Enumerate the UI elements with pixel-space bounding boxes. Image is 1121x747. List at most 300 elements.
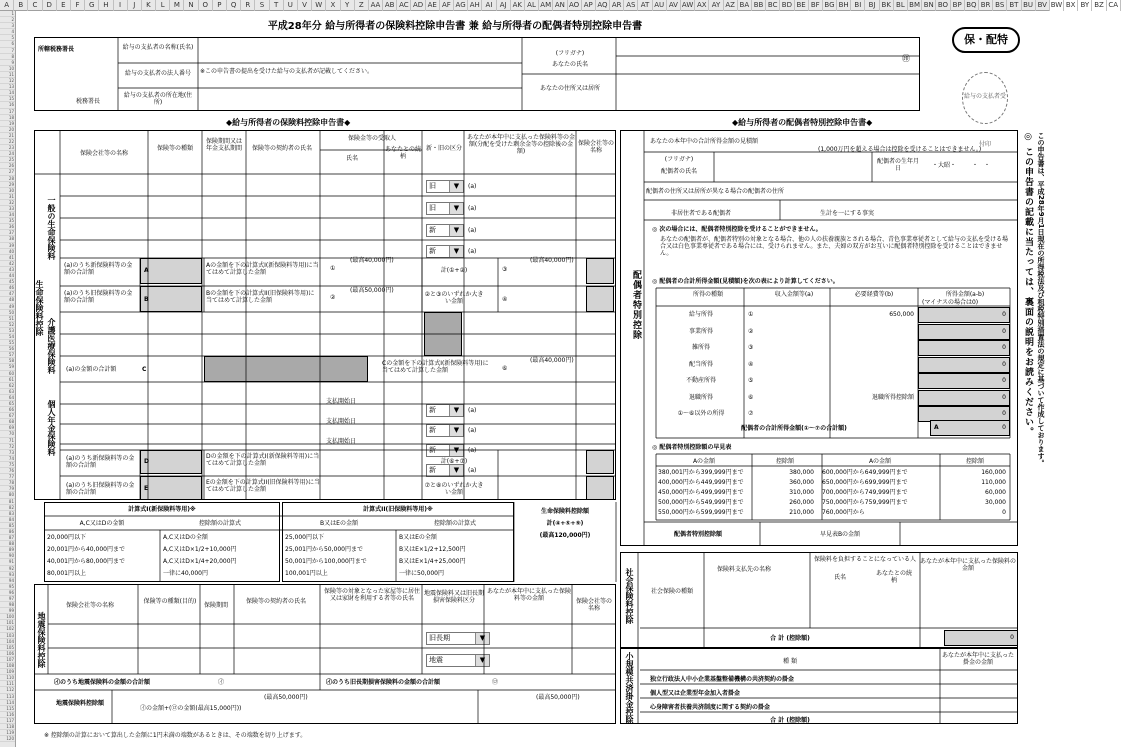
column-letter[interactable]: BQ — [965, 0, 979, 11]
spouse-table-header: 所得金額(a-b) — [945, 291, 985, 298]
column-letter[interactable]: U — [284, 0, 298, 11]
column-letter[interactable]: AE — [426, 0, 440, 11]
vertical-note: ◎ この申告書の記載に当たっては、裏面の説明をお読みください。 — [1023, 132, 1033, 438]
amount-mark: (a) — [468, 467, 477, 474]
row-number[interactable]: 112 — [0, 687, 15, 693]
payer-note: ※この申告書の提出を受けた給与の支払者が記載してください。 — [200, 68, 374, 75]
row-number[interactable]: 9 — [0, 60, 15, 66]
formula-range: 20,000円以下 — [47, 534, 86, 541]
row-number[interactable]: 114 — [0, 700, 15, 706]
sp-address: 配偶者の住所又は居所が異なる場合の配偶者の住所 — [646, 188, 785, 195]
row-number[interactable]: 109 — [0, 669, 15, 675]
row-number[interactable]: 102 — [0, 626, 15, 632]
row-number[interactable]: 6 — [0, 41, 15, 47]
formula2-h2: 控除額の計算式 — [433, 520, 476, 527]
column-letter[interactable]: M — [170, 0, 184, 11]
column-letter[interactable]: AC — [397, 0, 411, 11]
row-number[interactable]: 19 — [0, 121, 15, 127]
row-number[interactable]: 80 — [0, 492, 15, 498]
row-number[interactable]: 33 — [0, 206, 15, 212]
column-letter[interactable]: AG — [454, 0, 468, 11]
row-number[interactable]: 115 — [0, 706, 15, 712]
column-letter[interactable]: AH — [468, 0, 482, 11]
new-old-dropdown[interactable]: 新 ▼ — [426, 424, 464, 437]
column-letter[interactable]: A — [0, 0, 14, 11]
chevron-down-icon[interactable]: ▼ — [475, 655, 489, 666]
column-letter[interactable]: N — [184, 0, 198, 11]
new-old-dropdown[interactable]: 新 ▼ — [426, 464, 464, 477]
chevron-down-icon[interactable]: ▼ — [449, 225, 463, 236]
row-number[interactable]: 106 — [0, 651, 15, 657]
q-sum-old: ㋑のうち旧長期損害保険料の金額の合計額 — [326, 679, 441, 686]
column-letter[interactable]: BY — [1078, 0, 1092, 11]
chevron-down-icon[interactable]: ▼ — [475, 633, 489, 644]
social-zero: 0 — [1010, 634, 1014, 641]
row-number[interactable]: 4 — [0, 29, 15, 35]
row-number[interactable]: 66 — [0, 407, 15, 413]
row-number[interactable]: 49 — [0, 304, 15, 310]
column-letter[interactable]: AM — [539, 0, 553, 11]
income-number: ① — [748, 311, 754, 318]
row-number[interactable]: 34 — [0, 212, 15, 218]
row-number[interactable]: 65 — [0, 401, 15, 407]
row-number[interactable]: 22 — [0, 139, 15, 145]
column-letter[interactable]: B — [14, 0, 28, 11]
row-number[interactable]: 70 — [0, 431, 15, 437]
column-letter[interactable]: L — [156, 0, 170, 11]
new-old-dropdown[interactable]: 旧 ▼ — [426, 202, 464, 215]
column-letter[interactable]: H — [99, 0, 113, 11]
row-number[interactable]: 29 — [0, 182, 15, 188]
row-number[interactable]: 71 — [0, 438, 15, 444]
row-number[interactable]: 5 — [0, 35, 15, 41]
column-letter[interactable]: BF — [809, 0, 823, 11]
row-number[interactable]: 68 — [0, 419, 15, 425]
row-number[interactable]: 12 — [0, 78, 15, 84]
row-number[interactable]: 91 — [0, 559, 15, 565]
chevron-down-icon[interactable]: ▼ — [449, 465, 463, 476]
row-number[interactable]: 14 — [0, 90, 15, 96]
column-letter[interactable]: I — [114, 0, 128, 11]
column-letter[interactable]: BE — [795, 0, 809, 11]
column-letter[interactable]: AO — [568, 0, 582, 11]
formula-expr: B又はE×1/2+12,500円 — [399, 546, 466, 553]
start-1: 支払開始日 — [326, 398, 357, 405]
column-letter[interactable]: BC — [766, 0, 780, 11]
mark-i: ㋑ — [218, 679, 225, 686]
chevron-down-icon[interactable]: ▼ — [449, 425, 463, 436]
row-number[interactable]: 59 — [0, 364, 15, 370]
row-number[interactable]: 1 — [0, 11, 15, 17]
column-letter[interactable]: AU — [653, 0, 667, 11]
early-cell: 30,000 — [985, 499, 1006, 506]
row-number[interactable]: 88 — [0, 541, 15, 547]
row-number[interactable]: 118 — [0, 724, 15, 730]
column-letter[interactable]: V — [298, 0, 312, 11]
side-medical: 介護医療保険料 — [47, 318, 56, 374]
max40-2: (最高40,000円) — [530, 257, 574, 264]
row-number[interactable]: 7 — [0, 48, 15, 54]
amount-mark: (a) — [468, 447, 477, 454]
column-letter[interactable]: AP — [582, 0, 596, 11]
column-letter[interactable]: AT — [638, 0, 652, 11]
column-letter[interactable]: Z — [355, 0, 369, 11]
row-number[interactable]: 32 — [0, 200, 15, 206]
income-type: 事業所得 — [688, 327, 713, 335]
column-letter[interactable]: AV — [667, 0, 681, 11]
formula-expr: 一律に50,000円 — [399, 570, 444, 577]
column-letter[interactable]: BW — [1050, 1, 1063, 9]
row-number[interactable]: 45 — [0, 279, 15, 285]
row-number[interactable]: 23 — [0, 145, 15, 151]
column-letter[interactable]: BH — [837, 0, 851, 11]
formula-expr: A,C又はD×1/4+20,000円 — [163, 558, 237, 565]
chevron-down-icon[interactable]: ▼ — [449, 445, 463, 456]
row-number[interactable]: 11 — [0, 72, 15, 78]
income-type: 給与所得 — [688, 311, 713, 318]
row-number[interactable]: 96 — [0, 590, 15, 596]
column-letter[interactable]: W — [312, 0, 326, 11]
small-side: 小規模共済掛金控除 — [625, 652, 634, 724]
spouse-table-header: 必要経費等(b) — [854, 291, 894, 298]
row-number[interactable]: 105 — [0, 645, 15, 651]
row-number[interactable]: 58 — [0, 358, 15, 364]
row-number[interactable]: 97 — [0, 596, 15, 602]
small-row-1: 独立行政法人中小企業基盤整備機構の共済契約の掛金 — [650, 676, 795, 683]
row-number[interactable]: 113 — [0, 694, 15, 700]
column-letter[interactable]: BO — [936, 0, 950, 11]
row-number[interactable]: 94 — [0, 578, 15, 584]
row-number[interactable]: 37 — [0, 230, 15, 236]
column-letter[interactable]: BT — [1007, 0, 1021, 11]
row-number[interactable]: 77 — [0, 474, 15, 480]
row-number[interactable]: 120 — [0, 736, 15, 742]
row-number[interactable]: 10 — [0, 66, 15, 72]
row-number[interactable]: 38 — [0, 236, 15, 242]
row-number[interactable]: 2 — [0, 17, 15, 23]
column-letter[interactable]: BV — [1036, 0, 1050, 11]
row-number[interactable]: 99 — [0, 608, 15, 614]
row-number[interactable]: 54 — [0, 334, 15, 340]
row-number[interactable]: 40 — [0, 249, 15, 255]
stamp-circle: 給与の支払者受付印 — [962, 72, 1008, 124]
row-number[interactable]: 63 — [0, 389, 15, 395]
column-letter[interactable]: AN — [553, 0, 567, 11]
row-number[interactable]: 21 — [0, 133, 15, 139]
row-number[interactable]: 16 — [0, 102, 15, 108]
column-letter[interactable]: AW — [681, 1, 694, 9]
formula-range: 100,001円以上 — [285, 570, 328, 577]
column-letter[interactable]: BG — [823, 0, 837, 11]
column-letter[interactable]: AS — [624, 0, 638, 11]
column-letter[interactable]: BZ — [1092, 0, 1106, 11]
payer-name-label: 給与の支払者の名称(氏名) — [122, 44, 194, 51]
column-letter[interactable]: CA — [1107, 0, 1121, 11]
early-header: Aの金額 — [868, 458, 892, 465]
C-mark: C — [142, 366, 147, 373]
row-number[interactable]: 111 — [0, 681, 15, 687]
income-amount: 0 — [1002, 311, 1006, 318]
new-old-dropdown[interactable]: 新 ▼ — [426, 404, 464, 417]
column-letter[interactable]: BR — [979, 0, 993, 11]
row-number[interactable]: 42 — [0, 261, 15, 267]
q-kind: 保険等の種類(目的) — [143, 598, 197, 605]
row-number[interactable]: 85 — [0, 523, 15, 529]
sp-nonres: 非居住者である配偶者 — [670, 210, 731, 217]
row-number[interactable]: 92 — [0, 566, 15, 572]
max40-1: (最高40,000円) — [350, 257, 394, 264]
column-letter[interactable]: AI — [482, 0, 496, 11]
row-number[interactable]: 86 — [0, 529, 15, 535]
row-number[interactable]: 90 — [0, 553, 15, 559]
column-letter[interactable]: BI — [851, 0, 865, 11]
row-number[interactable]: 103 — [0, 633, 15, 639]
column-letter[interactable]: BX — [1064, 0, 1078, 11]
row-number[interactable]: 13 — [0, 84, 15, 90]
column-letter[interactable]: AQ — [596, 0, 610, 11]
column-letter[interactable]: BN — [922, 0, 936, 11]
column-letter[interactable]: AL — [525, 0, 539, 11]
row-number[interactable]: 75 — [0, 462, 15, 468]
row-number[interactable]: 46 — [0, 285, 15, 291]
new-old-dropdown[interactable]: 旧 ▼ — [426, 180, 464, 193]
quake-type-dropdown-2[interactable]: 地震 ▼ — [426, 654, 490, 667]
calc-e: Eの金額を下の計算式II(旧保険料等用)に当てはめて計算した金額 — [206, 479, 321, 493]
early-cell: 60,000 — [985, 489, 1006, 496]
row-number[interactable]: 101 — [0, 620, 15, 626]
column-letter[interactable]: J — [128, 0, 142, 11]
row-number[interactable]: 39 — [0, 243, 15, 249]
row-number[interactable]: 79 — [0, 486, 15, 492]
column-letter[interactable]: BA — [738, 0, 752, 11]
sp-deduction: 配偶者特別控除額 — [673, 531, 722, 538]
column-letter[interactable]: AY — [709, 0, 723, 11]
row-number[interactable]: 76 — [0, 468, 15, 474]
col-company-no: 保険会社等の名称 — [578, 140, 615, 154]
row-number[interactable]: 89 — [0, 547, 15, 553]
early-cell: 450,000円から499,999円まで — [658, 489, 744, 496]
column-letter[interactable]: AJ — [497, 0, 511, 11]
row-number[interactable]: 43 — [0, 267, 15, 273]
row-number[interactable]: 36 — [0, 224, 15, 230]
column-letter[interactable]: BP — [951, 0, 965, 11]
row-number[interactable]: 116 — [0, 712, 15, 718]
minus-note: (マイナスの場合は0) — [922, 299, 979, 306]
row-number[interactable]: 87 — [0, 535, 15, 541]
early-cell: 380,000 — [789, 469, 814, 476]
row-number[interactable]: 26 — [0, 163, 15, 169]
row-number[interactable]: 98 — [0, 602, 15, 608]
row-number[interactable]: 57 — [0, 352, 15, 358]
chevron-down-icon[interactable]: ▼ — [449, 246, 463, 257]
income-number: ② — [748, 327, 754, 335]
row-number[interactable]: 55 — [0, 340, 15, 346]
formula-expr: A,C又はD×1/2+10,000円 — [163, 546, 237, 553]
column-letter[interactable]: BU — [1022, 0, 1036, 11]
column-letter[interactable]: S — [255, 0, 269, 11]
row-number[interactable]: 20 — [0, 127, 15, 133]
column-letter[interactable]: BD — [780, 0, 794, 11]
q-max-1: (最高50,000円) — [264, 694, 308, 701]
social-total: 合 計 (控除額) — [770, 635, 810, 642]
row-number[interactable]: 50 — [0, 310, 15, 316]
column-letter[interactable]: AD — [411, 0, 425, 11]
column-letter[interactable]: BB — [752, 0, 766, 11]
column-letter[interactable]: AB — [383, 0, 397, 11]
row-number[interactable]: 30 — [0, 188, 15, 194]
row-number[interactable]: 47 — [0, 291, 15, 297]
row-number[interactable]: 61 — [0, 377, 15, 383]
column-letter[interactable]: BM — [908, 0, 922, 11]
life-total-max: (最高120,000円) — [539, 532, 591, 539]
general-either: ②と③のいずれか大きい金額 — [424, 291, 484, 305]
formula1-h2: 控除額の計算式 — [198, 520, 241, 527]
formula-expr: 一律に40,000円 — [163, 570, 208, 577]
payer-number-label: 給与の支払者の法人番号 — [124, 70, 191, 77]
row-number[interactable]: 25 — [0, 157, 15, 163]
chevron-down-icon[interactable]: ▼ — [449, 203, 463, 214]
amount-mark: (a) — [468, 205, 477, 212]
early-header: 控除額 — [965, 458, 984, 465]
early-cell: 400,000円から449,999円まで — [658, 479, 744, 486]
row-number[interactable]: 95 — [0, 584, 15, 590]
income-amount: 0 — [1002, 344, 1006, 351]
column-letter[interactable]: BL — [894, 0, 908, 11]
row-number[interactable]: 56 — [0, 346, 15, 352]
col-recipient: 保険金等の受取人 — [347, 135, 396, 142]
new-old-dropdown[interactable]: 新 ▼ — [426, 224, 464, 237]
new-old-dropdown[interactable]: 新 ▼ — [426, 245, 464, 258]
column-letter[interactable]: BJ — [865, 0, 879, 11]
row-number[interactable]: 117 — [0, 718, 15, 724]
income-number: ⑦ — [748, 410, 754, 417]
column-letter[interactable]: AZ — [724, 0, 738, 11]
row-number[interactable]: 24 — [0, 151, 15, 157]
column-letter[interactable]: Y — [341, 0, 355, 11]
q-sum-quake: ㋑のうち地震保険料の金額の合計額 — [54, 679, 151, 686]
column-letter[interactable]: X — [326, 0, 340, 11]
column-letter[interactable]: T — [270, 0, 284, 11]
column-letter[interactable]: C — [28, 0, 42, 11]
column-letter[interactable]: G — [85, 0, 99, 11]
row-number[interactable]: 73 — [0, 450, 15, 456]
column-letter[interactable]: AR — [610, 0, 624, 11]
amount-mark: (a) — [468, 427, 477, 434]
payer-address-label: 給与の支払者の所在地(住所) — [123, 92, 193, 106]
col-amount: あなたが本年中に支払った保険料等の金額(分配を受けた剰余金等の控除後の金額) — [466, 134, 575, 155]
row-number[interactable]: 93 — [0, 572, 15, 578]
row-number[interactable]: 81 — [0, 499, 15, 505]
side-general: 一般の生命保険料 — [47, 196, 56, 260]
row-number[interactable]: 107 — [0, 657, 15, 663]
column-letter[interactable]: Q — [227, 0, 241, 11]
column-letter[interactable]: P — [213, 0, 227, 11]
col-period: 保険期間又は年金支払期間 — [205, 138, 242, 152]
calc-title: ◎ 配偶者の合計所得金額(見積額)を次の表により計算してください。 — [652, 278, 839, 285]
row-number[interactable]: 64 — [0, 395, 15, 401]
column-letter[interactable]: E — [57, 0, 71, 11]
sp-era: ・大昭・ — [932, 162, 957, 169]
row-number[interactable]: 110 — [0, 675, 15, 681]
sp-furigana: (フリガナ) — [664, 156, 694, 163]
row-number[interactable]: 15 — [0, 96, 15, 102]
income-amount: 0 — [1002, 410, 1006, 417]
column-letter[interactable]: O — [199, 0, 213, 11]
row-number[interactable]: 41 — [0, 255, 15, 261]
quake-type-dropdown-1[interactable]: 旧長期 ▼ — [426, 632, 490, 645]
row-number[interactable]: 119 — [0, 730, 15, 736]
row-number[interactable]: 52 — [0, 322, 15, 328]
row-number[interactable]: 44 — [0, 273, 15, 279]
row-number[interactable]: 67 — [0, 413, 15, 419]
row-number[interactable]: 78 — [0, 480, 15, 486]
row-number[interactable]: 3 — [0, 23, 15, 29]
income-amount: 0 — [1002, 360, 1006, 368]
row-number[interactable]: 18 — [0, 115, 15, 121]
column-letter[interactable]: AX — [695, 0, 709, 11]
row-number[interactable]: 100 — [0, 614, 15, 620]
row-number[interactable]: 17 — [0, 109, 15, 115]
small-total: 合 計 (控除額) — [770, 717, 810, 724]
D-mark: D — [144, 458, 149, 465]
early-header: 控除額 — [775, 458, 794, 465]
row-number[interactable]: 35 — [0, 218, 15, 224]
row-number[interactable]: 69 — [0, 425, 15, 431]
formula1-title: 計算式I(新保険料等用)※ — [128, 506, 196, 513]
column-letter[interactable]: AK — [511, 0, 525, 11]
chevron-down-icon[interactable]: ▼ — [449, 405, 463, 416]
income-number: ③ — [748, 344, 754, 351]
column-letter[interactable]: BK — [880, 0, 894, 11]
row-number[interactable]: 108 — [0, 663, 15, 669]
row-number[interactable]: 27 — [0, 169, 15, 175]
small-row-3: 心身障害者扶養共済制度に関する契約の掛金 — [650, 704, 771, 711]
sheet-title: 平成28年分 給与所得者の保険料控除申告書 兼 給与所得者の配偶者特別控除申告書 — [267, 21, 643, 32]
row-number[interactable]: 31 — [0, 194, 15, 200]
new-old-dropdown[interactable]: 新 ▼ — [426, 444, 464, 457]
column-letter[interactable]: AA — [369, 0, 383, 11]
insurance-section-title: ◆給与所得者の保険料控除申告書◆ — [226, 118, 351, 127]
row-number[interactable]: 72 — [0, 444, 15, 450]
amount-mark: (a) — [468, 183, 477, 190]
side-quake: 地震保険料控除 — [37, 612, 46, 668]
q-note: ※ 控除額の計算において算出した金額に1円未満の端数があるときは、その端数を切り上げます。 — [44, 732, 307, 739]
row-number[interactable]: 60 — [0, 371, 15, 377]
row-number[interactable]: 51 — [0, 316, 15, 322]
early-title: ◎ 配偶者特別控除額の早見表 — [652, 444, 732, 451]
row-number[interactable]: 74 — [0, 456, 15, 462]
row-number[interactable]: 82 — [0, 505, 15, 511]
row-number[interactable]: 62 — [0, 383, 15, 389]
column-letter[interactable]: BS — [993, 0, 1007, 11]
row-number[interactable]: 83 — [0, 511, 15, 517]
column-letter[interactable]: R — [241, 0, 255, 11]
row-number[interactable]: 104 — [0, 639, 15, 645]
spouse-side: 配偶者特別控除 — [631, 270, 641, 340]
column-letter[interactable]: K — [142, 0, 156, 11]
chevron-down-icon[interactable]: ▼ — [449, 181, 463, 192]
row-number[interactable]: 8 — [0, 54, 15, 60]
row-number[interactable]: 53 — [0, 328, 15, 334]
column-letter[interactable]: D — [43, 0, 57, 11]
early-cell: 360,000 — [789, 479, 814, 486]
column-letter[interactable]: AF — [440, 0, 454, 11]
column-letter[interactable]: F — [71, 0, 85, 11]
formula-range: 50,001円から100,000円まで — [285, 558, 367, 565]
row-number[interactable]: 48 — [0, 297, 15, 303]
row-number[interactable]: 28 — [0, 176, 15, 182]
row-number[interactable]: 84 — [0, 517, 15, 523]
